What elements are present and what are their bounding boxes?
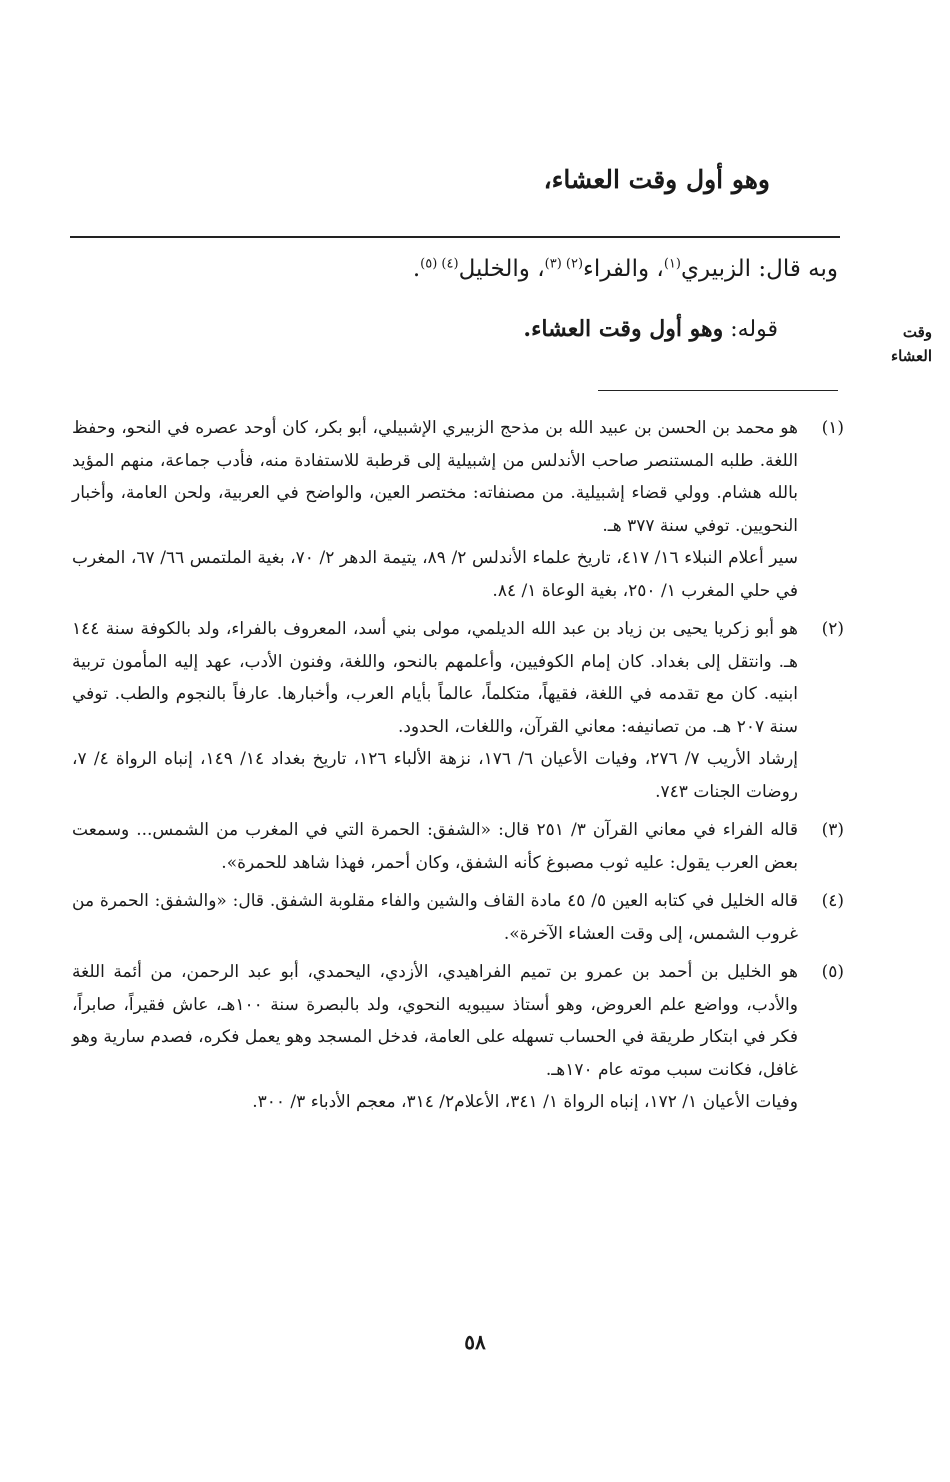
header-divider — [70, 236, 840, 238]
commentary-prefix: قوله: — [723, 317, 778, 342]
running-header: وهو أول وقت العشاء، — [543, 165, 770, 194]
footnote-body — [72, 956, 798, 1119]
footnote-1 — [72, 412, 844, 607]
footnote-2 — [72, 613, 844, 808]
footnote-ref-1[interactable]: (١) — [663, 256, 681, 272]
footnote-body — [72, 613, 798, 808]
commentary-line — [70, 316, 778, 342]
footnote-sources: إرشاد الأريب ٧/ ٢٧٦، وفيات الأعيان ٦/ ١٧٦، نزهة الألباء ١٢٦، تاريخ بغداد ١٤/ ١٤٩، إنباه الرواة ٤/ ٧، روضات الجنات ٧٤٣. — [72, 749, 798, 802]
footnote-number: (١) — [821, 418, 844, 438]
commentary-quote: وهو أول وقت العشاء. — [523, 316, 724, 342]
margin-note-line2: العشاء — [891, 347, 932, 365]
footnote-3 — [72, 814, 844, 879]
footnote-divider — [598, 390, 838, 391]
footnote-number: (٣) — [821, 820, 844, 840]
footnote-text: هو الخليل بن أحمد بن عمرو بن تميم الفراهيدي، الأزدي، اليحمدي، أبو عبد الرحمن، من أئمة اللغة والأدب، وواضع علم العروض، وهو أستاذ سيبويه النحوي، ولد بالبصرة سنة ١٠٠هـ، عاش فقيراً، صابراً، فكر في ابتكار طريقة في الحساب تسهله على العامة، فدخل المسجد وهو يعمل فكره، فصدم سارية وهو غافل، فكانت سبب موته عام ١٧٠هـ. — [72, 962, 798, 1080]
page-number: ٥٨ — [464, 1330, 486, 1354]
footnotes-section — [72, 412, 844, 1125]
main-text-prefix: وبه قال: الزبيري — [680, 256, 838, 282]
main-text-part3: ، والخليل — [458, 256, 545, 282]
margin-note-line1: وقت — [902, 323, 932, 341]
footnote-sources: سير أعلام النبلاء ١٦/ ٤١٧، تاريخ علماء الأندلس ٢/ ٨٩، يتيمة الدهر ٢/ ٧٠، بغية الملتمس ٦٦/ ٦٧، المغرب في حلي المغرب ١/ ٢٥٠، بغية الوعاة ١/ ٨٤. — [72, 548, 798, 601]
footnote-number: (٢) — [821, 619, 844, 639]
footnote-5 — [72, 956, 844, 1119]
main-text-line — [70, 256, 838, 282]
footnote-text: قاله الخليل في كتابه العين ٥/ ٤٥ مادة القاف والشين والفاء مقلوبة الشفق. قال: «والشفق: الحمرة من غروب الشمس، إلى وقت العشاء الآخرة». — [72, 891, 798, 944]
footnote-text: قاله الفراء في معاني القرآن ٣/ ٢٥١ قال: «الشفق: الحمرة التي في المغرب من الشمس... وسمعت بعض العرب يقول: عليه ثوب مصبوغ كأنه الشفق، وكان أحمر، فهذا شاهد للحمرة». — [72, 820, 798, 873]
footnote-ref-2-3[interactable]: (٢) (٣) — [544, 256, 584, 272]
footnote-text: هو محمد بن الحسن بن عبيد الله بن مذحج الزبيري الإشبيلي، أبو بكر، كان أوحد عصره في النحو، وحفظ اللغة. طلبه المستنصر صاحب الأندلس من إشبيلية إلى قرطبة للاستفادة منه، فأدب جماعة، منهم المؤيد بالله هشام. وولي قضاء إشبيلية. من مصنفاته: مختصر العين، والواضح في العربية، ولحن العامة، وأخبار النحويين. توفي سنة ٣٧٧ هـ. — [72, 418, 798, 536]
footnote-4 — [72, 885, 844, 950]
footnote-number: (٥) — [821, 962, 844, 982]
footnote-text: هو أبو زكريا يحيى بن زياد بن عبد الله الديلمي، مولى بني أسد، المعروف بالفراء، ولد بالكوفة سنة ١٤٤ هـ. وانتقل إلى بغداد. كان إمام الكوفيين، وأعلمهم بالنحو، واللغة، وفنون الأدب، عهد إليه المأمون تربية ابنيه. كان مع تقدمه في اللغة، فقيهاً، متكلماً، عالماً بأيام العرب، وأخبارها. عارفاً بالنجوم والطب. توفي سنة ٢٠٧ هـ. من تصانيفه: معاني القرآن، واللغات، الحدود. — [72, 619, 798, 737]
main-text-part2: ، والفراء — [583, 256, 664, 282]
margin-note — [860, 320, 932, 368]
footnote-sources: وفيات الأعيان ١/ ١٧٢، إنباه الرواة ١/ ٣٤١، الأعلام٢/ ٣١٤، معجم الأدباء ٣/ ٣٠٠. — [252, 1092, 798, 1112]
footnote-body — [72, 814, 798, 879]
footnote-ref-4-5[interactable]: (٤) (٥) — [420, 256, 459, 272]
footnote-body — [72, 885, 798, 950]
footnote-number: (٤) — [821, 891, 844, 911]
main-text-end: . — [412, 256, 421, 282]
footnote-body — [72, 412, 798, 607]
